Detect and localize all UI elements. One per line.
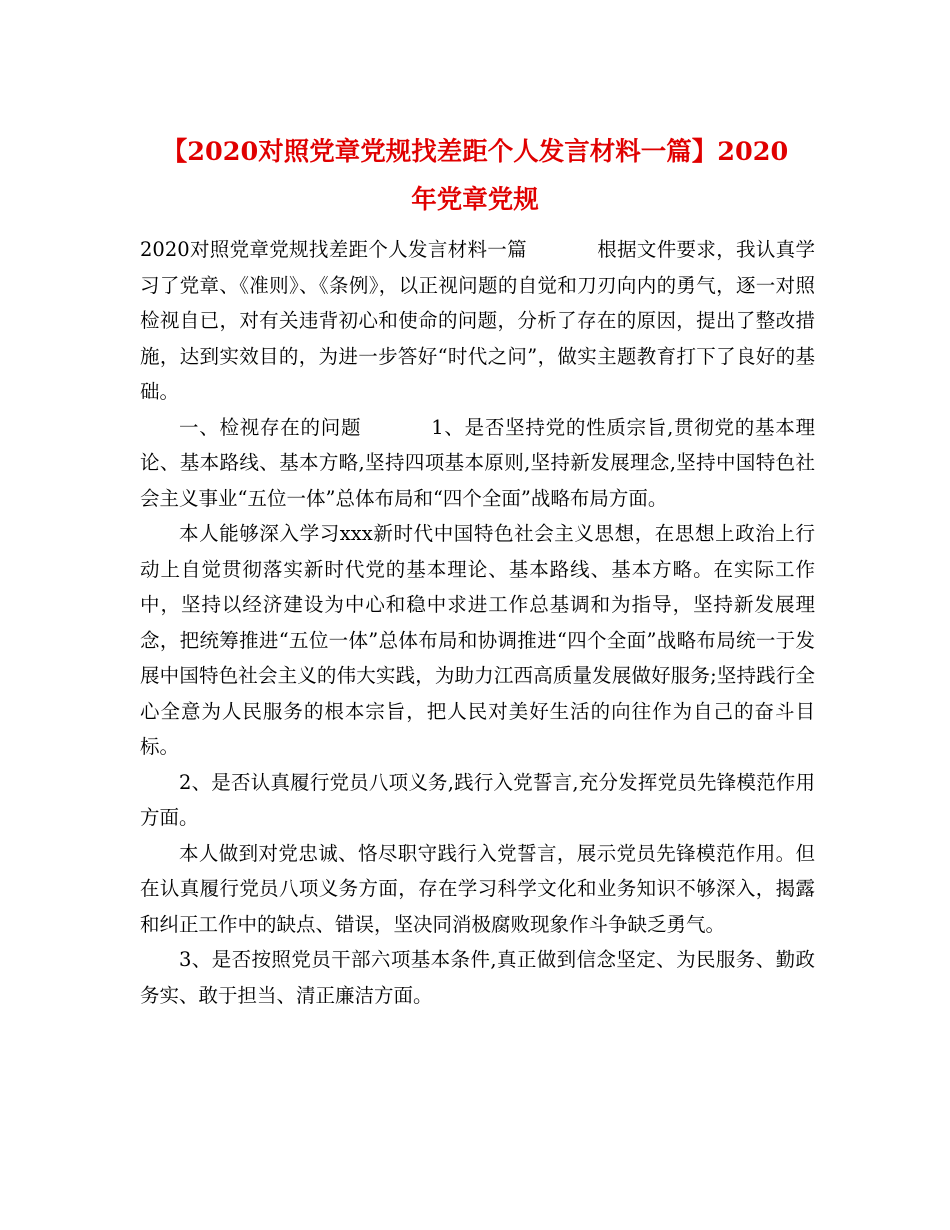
answer1-paragraph: 本人能够深入学习xxx新时代中国特色社会主义思想，在思想上政治上行动上自觉贯彻落实新时代党的基本理论、基本路线、基本方略。在实际工作中，坚持以经济建设为中心和稳中求进工作总基调和为指导，坚持新发展理念，把统筹推进“五位一体”总体布局和协调推进“四个全面”战略布局统一于发展中国特色社会主义的伟大实践，为助力江西高质量发展做好服务;坚持践行全心全意为人民服务的根本宗旨，把人民对美好生活的向往作为自己的奋斗目标。 xyxy=(140,522,815,758)
section1-heading: 一、检视存在的问题 xyxy=(179,415,362,439)
intro-paragraph xyxy=(140,232,815,410)
section1-paragraph xyxy=(140,410,815,517)
document-title xyxy=(90,128,860,224)
title-line-1: 【2020对照党章党规找差距个人发言材料一篇】2020 xyxy=(161,137,789,167)
item2-paragraph: 2、是否认真履行党员八项义务,践行入党誓言,充分发挥党员先锋模范作用方面。 xyxy=(140,770,815,829)
item3-paragraph: 3、是否按照党员干部六项基本条件,真正做到信念坚定、为民服务、勤政务实、敢于担当、清正廉洁方面。 xyxy=(140,948,815,1007)
answer2-paragraph: 本人做到对党忠诚、恪尽职守践行入党誓言，展示党员先锋模范作用。但在认真履行党员八项义务方面，存在学习科学文化和业务知识不够深入，揭露和纠正工作中的缺点、错误，坚决同消极腐败现象作斗争缺乏勇气。 xyxy=(140,841,815,936)
intro-text: 根据文件要求，我认真学习了党章、《准则》、《条例》，以正视问题的自觉和刀刃向内的勇气，逐一对照检视自已，对有关违背初心和使命的问题，分析了存在的原因，提出了整改措施，达到实效目的，为进一步答好“时代之问”，做实主题教育打下了良好的基础。 xyxy=(140,238,815,403)
section1-item1: 1、是否坚持党的性质宗旨,贯彻党的基本理论、基本路线、基本方略,坚持四项基本原则,坚持新发展理念,坚持中国特色社会主义事业“五位一体”总体布局和“四个全面”战略布局方面。 xyxy=(140,415,815,510)
intro-heading: 2020对照党章党规找差距个人发言材料一篇 xyxy=(140,238,527,261)
title-line-2: 年党章党规 xyxy=(411,185,539,215)
document-body xyxy=(140,232,815,1013)
